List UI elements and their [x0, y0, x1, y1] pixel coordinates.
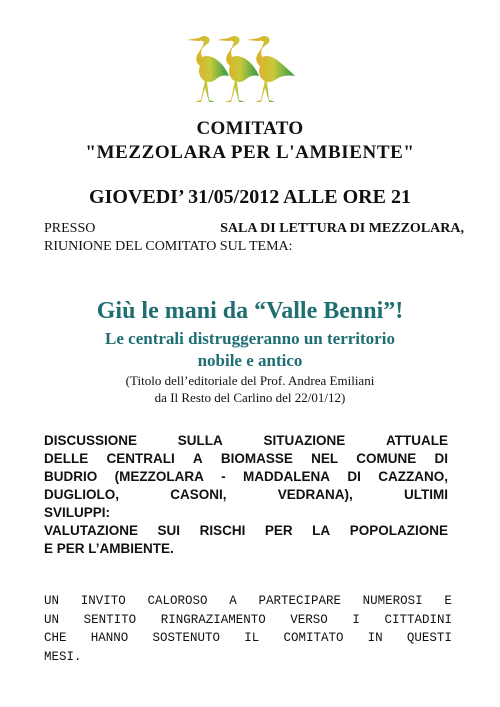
discussion-line: E PER L’AMBIENTE.	[44, 541, 174, 556]
discussion-line	[44, 486, 448, 504]
meeting-date: GIOVEDI’ 31/05/2012 ALLE ORE 21	[89, 186, 411, 208]
three-herons-logo-icon	[185, 30, 305, 112]
discussion-line: SVILUPPI:	[44, 505, 111, 520]
word: SUI	[157, 523, 181, 538]
invitation-line	[44, 592, 452, 611]
word: IL	[244, 631, 260, 645]
editorial-note-line2: da Il Resto del Carlino del 22/01/12)	[154, 390, 346, 405]
discussion-block	[44, 432, 448, 558]
word: A	[229, 594, 237, 608]
word: UN	[44, 594, 60, 608]
venue-prefix: PRESSO	[44, 221, 96, 236]
invitation-line: MESI.	[44, 649, 82, 664]
word: NUMEROSI	[362, 594, 423, 608]
word: CALOROSO	[147, 594, 208, 608]
word: DI	[347, 469, 361, 484]
word: UN	[44, 612, 60, 627]
venue-place: SALA DI LETTURA DI MEZZOLARA,	[220, 221, 464, 236]
word: DUGLIOLO,	[44, 487, 119, 502]
word: CASONI,	[170, 487, 227, 502]
word: LA	[312, 523, 331, 538]
word: VALUTAZIONE	[44, 523, 138, 538]
org-title-line2: "MEZZOLARA PER L'AMBIENTE"	[85, 142, 415, 163]
venue-line2: RIUNIONE DEL COMITATO SUL TEMA:	[44, 239, 293, 254]
word: VEDRANA),	[277, 487, 353, 502]
word: I	[352, 612, 360, 627]
word: CAZZANO,	[378, 469, 448, 484]
word: COMUNE	[356, 451, 417, 466]
word: RISCHI	[199, 523, 246, 538]
word: DI	[434, 451, 448, 466]
word: (MEZZOLARA	[114, 469, 204, 484]
word: VERSO	[290, 612, 328, 627]
word: E	[444, 594, 452, 608]
word: CITTADINI	[384, 612, 452, 627]
word: SULLA	[177, 433, 223, 448]
invitation-line	[44, 611, 452, 630]
venue-block	[44, 220, 464, 256]
topic-subtitle-line2: nobile e antico	[197, 351, 303, 370]
invitation-line	[44, 629, 452, 648]
word: MADDALENA	[243, 469, 331, 484]
word: INVITO	[80, 594, 126, 608]
word: DISCUSSIONE	[44, 433, 138, 448]
word: ATTUALE	[386, 433, 448, 448]
word: CENTRALI	[106, 451, 175, 466]
topic-headline: Giù le mani da “Valle Benni”!	[96, 298, 404, 324]
word: IN	[367, 631, 383, 645]
word: -	[221, 469, 226, 484]
word: PER	[264, 523, 293, 538]
heron-1	[187, 36, 229, 102]
invitation-block	[44, 592, 452, 666]
word: ULTIMI	[403, 487, 448, 502]
editorial-note-line1: (Titolo dell’editoriale del Prof. Andrea Emiliani	[125, 373, 375, 388]
org-title-line1: COMITATO	[196, 118, 304, 139]
word: SENTITO	[83, 612, 137, 627]
word: DELLE	[44, 451, 89, 466]
word: SOSTENUTO	[152, 631, 220, 645]
discussion-line	[44, 432, 448, 450]
word: CHE	[44, 631, 67, 645]
word: NEL	[311, 451, 339, 466]
topic-subtitle-line1: Le centrali distruggeranno un territorio	[105, 329, 395, 348]
discussion-line	[44, 450, 448, 468]
discussion-line	[44, 522, 448, 540]
discussion-line	[44, 468, 448, 486]
word: SITUAZIONE	[263, 433, 346, 448]
word: POPOLAZIONE	[349, 523, 448, 538]
word: A	[192, 451, 203, 466]
word: QUESTI	[406, 631, 452, 645]
word: COMITATO	[283, 631, 344, 645]
word: RINGRAZIAMENTO	[160, 612, 266, 627]
word: PARTECIPARE	[258, 594, 341, 608]
word: HANNO	[90, 631, 129, 645]
word: BIOMASSE	[220, 451, 293, 466]
word: BUDRIO	[44, 469, 98, 484]
